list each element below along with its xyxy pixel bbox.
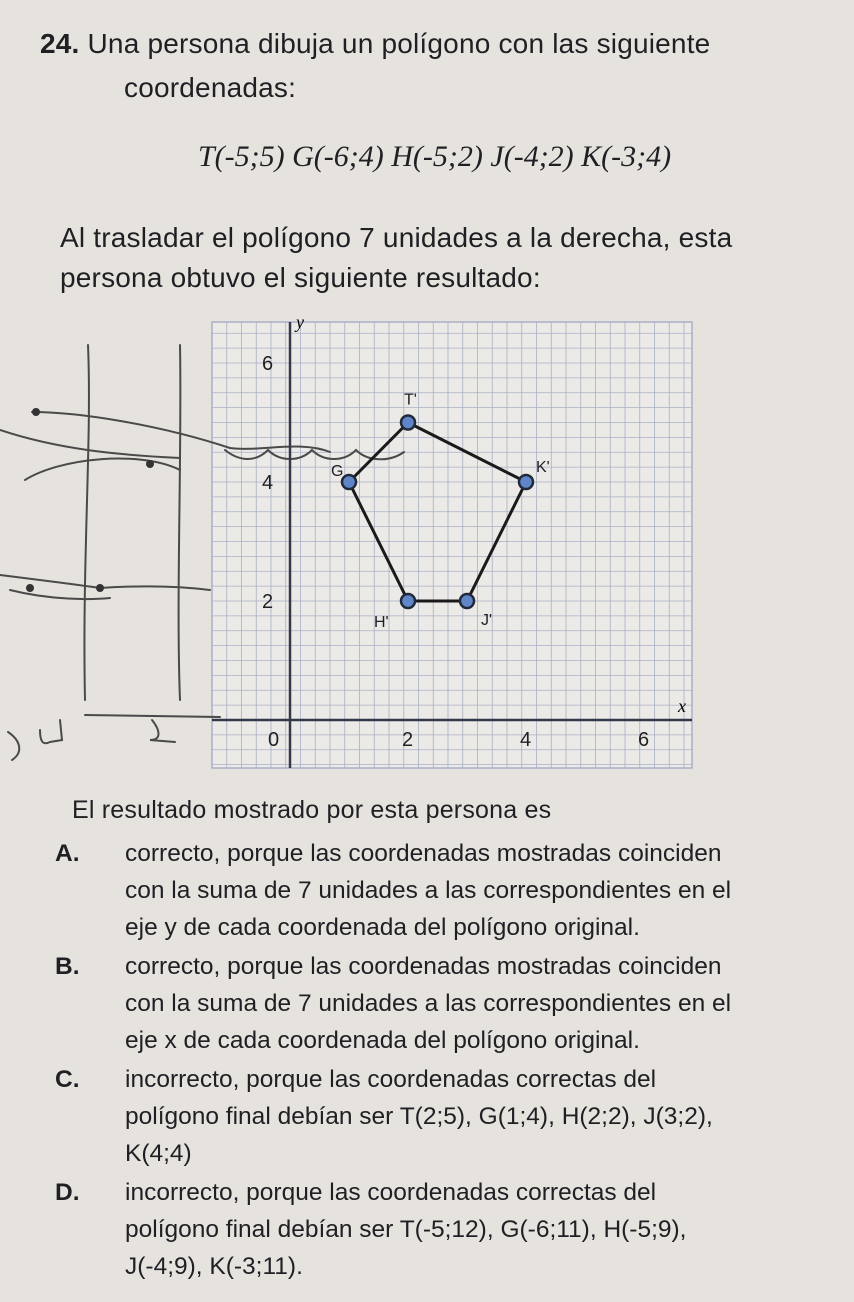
option-text: correcto, porque las coordenadas mostradas coinciden bbox=[125, 953, 722, 980]
option-text: con la suma de 7 unidades a las correspondientes en el bbox=[125, 989, 732, 1017]
question-line-1 bbox=[40, 28, 710, 60]
y-tick-label: 2 bbox=[262, 591, 274, 613]
coordinate-graph bbox=[0, 300, 854, 780]
x-tick-label: 0 bbox=[268, 729, 280, 751]
option-text: eje y de cada coordenada del polígono original. bbox=[125, 913, 640, 941]
option-c[interactable] bbox=[55, 1062, 845, 1172]
x-axis-label: x bbox=[678, 696, 686, 716]
polygon-point bbox=[401, 594, 415, 608]
option-letter: B. bbox=[55, 953, 80, 980]
x-tick-label: 6 bbox=[638, 729, 650, 751]
option-letter: C. bbox=[55, 1066, 80, 1093]
polygon-point bbox=[519, 475, 533, 489]
point-label: T' bbox=[404, 391, 417, 409]
point-label: H' bbox=[374, 614, 389, 631]
point-label: G bbox=[331, 463, 344, 480]
polygon-point bbox=[401, 416, 415, 430]
original-coordinates: T(-5;5) G(-6;4) H(-5;2) J(-4;2) K(-3;4) bbox=[198, 140, 672, 173]
option-text: incorrecto, porque las coordenadas correctas del bbox=[125, 1066, 657, 1093]
option-letter: D. bbox=[55, 1179, 80, 1206]
question-line-3: Al trasladar el polígono 7 unidades a la derecha, esta bbox=[60, 222, 733, 253]
point-label: K' bbox=[536, 459, 550, 476]
y-tick-label: 4 bbox=[262, 472, 274, 494]
question-line-2: coordenadas: bbox=[124, 72, 297, 103]
option-text: J(-4;9), K(-3;11). bbox=[125, 1252, 303, 1280]
x-tick-label: 2 bbox=[402, 729, 414, 751]
option-text: eje x de cada coordenada del polígono original. bbox=[125, 1026, 640, 1054]
y-axis-label: y bbox=[296, 312, 304, 332]
option-a[interactable] bbox=[55, 836, 845, 946]
point-label: J' bbox=[481, 612, 493, 629]
option-text: con la suma de 7 unidades a las correspondientes en el bbox=[125, 876, 732, 904]
polygon-point bbox=[342, 475, 356, 489]
option-text: polígono final debían ser T(2;5), G(1;4), H(2;2), J(3;2), bbox=[125, 1102, 713, 1130]
result-prompt: El resultado mostrado por esta persona es bbox=[72, 796, 552, 824]
grid-frame bbox=[212, 322, 692, 768]
y-tick-label: 6 bbox=[262, 353, 274, 375]
question-number: 24. bbox=[40, 28, 80, 59]
option-text: K(4;4) bbox=[125, 1139, 192, 1167]
option-d[interactable] bbox=[55, 1175, 845, 1285]
question-line-4: persona obtuvo el siguiente resultado: bbox=[60, 262, 541, 293]
x-tick-label: 4 bbox=[520, 729, 532, 751]
option-letter: A. bbox=[55, 840, 80, 867]
question-text: Una persona dibuja un polígono con las siguiente bbox=[87, 28, 711, 59]
option-b[interactable] bbox=[55, 949, 845, 1059]
polygon-point bbox=[460, 594, 474, 608]
doodle-dots bbox=[26, 408, 154, 592]
option-text: polígono final debían ser T(-5;12), G(-6;11), H(-5;9), bbox=[125, 1215, 687, 1243]
option-text: incorrecto, porque las coordenadas correctas del bbox=[125, 1179, 657, 1206]
option-text: correcto, porque las coordenadas mostradas coinciden bbox=[125, 840, 722, 867]
